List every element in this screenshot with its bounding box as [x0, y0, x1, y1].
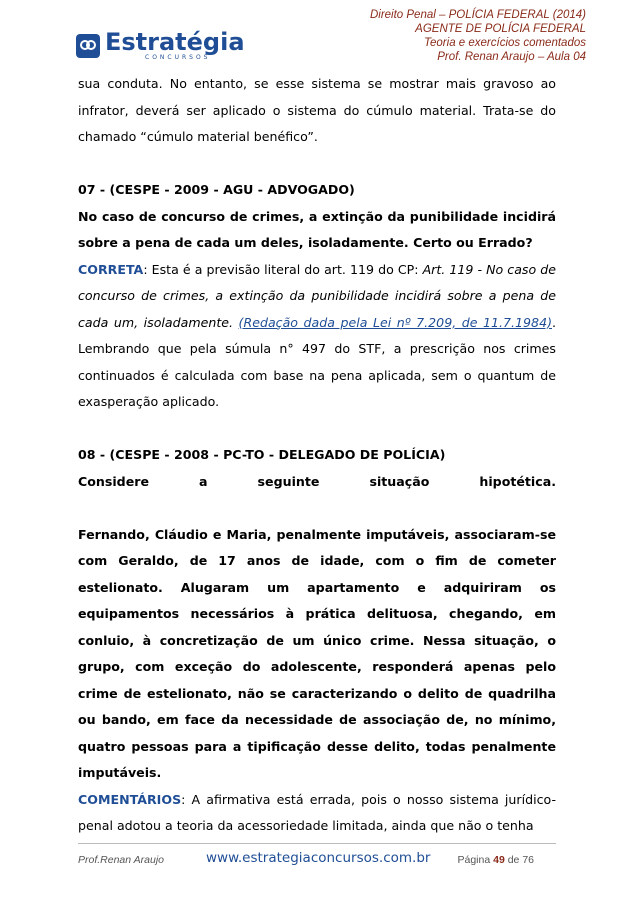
page-content	[78, 71, 556, 840]
page-header	[0, 0, 638, 70]
header-info	[370, 8, 586, 64]
page-footer	[78, 843, 556, 866]
footer-author: Prof.Renan Araujo	[78, 854, 164, 866]
law-link[interactable]: (Redação dada pela Lei nº 7.209, de 11.7.1984)	[238, 314, 552, 330]
question-08-comment	[78, 787, 556, 840]
comment-separator: :	[181, 791, 192, 807]
owl-logo-icon	[76, 34, 100, 58]
answer-separator: :	[143, 261, 152, 277]
header-professor: Prof. Renan Araujo – Aula 04	[437, 51, 586, 63]
header-course: Direito Penal – POLÍCIA FEDERAL (2014)	[369, 9, 586, 21]
question-08-intro: Considere a seguinte situação hipotética.	[78, 473, 556, 489]
page-total: 76	[522, 854, 534, 866]
question-07-answer	[78, 257, 556, 416]
page-prefix: Página	[457, 854, 494, 866]
question-08-statement: Fernando, Cláudio e Maria, penalmente imputáveis, associaram-se com Geraldo, de 17 anos de idade, com o fim de cometer estelionato. Alugaram um apartamento e adquiriram os equipamentos necessários à prática delituosa, chegando, em conluio, à concretização de um único crime. Nessa situação, o grupo, com exceção do adolescente, responderá apenas pelo crime de estelionato, não se caracterizando o delito de quadrilha ou bando, em face da necessidade de associação de, no mínimo, quatro pessoas para a tipificação desse delito, todas penalmente imputáveis.	[78, 526, 556, 780]
answer-label: CORRETA	[78, 261, 144, 277]
header-type: Teoria e exercícios comentados	[424, 37, 586, 49]
logo	[76, 30, 245, 61]
logo-subtitle: CONCURSOS	[145, 54, 211, 61]
question-08-heading: 08 - (CESPE - 2008 - PC-TO - DELEGADO DE POLÍCIA)	[78, 447, 446, 462]
page-number	[457, 854, 534, 866]
comment-label: COMENTÁRIOS	[78, 791, 182, 807]
intro-paragraph: sua conduta. No entanto, se esse sistema se mostrar mais gravoso ao infrator, deverá ser aplicado o sistema do cúmulo material. Trata-se do chamado “cúmulo material benéfico”.	[78, 76, 556, 144]
page-current: 49	[493, 854, 505, 866]
footer-website-link[interactable]: www.estrategiaconcursos.com.br	[206, 850, 431, 866]
answer-text: Esta é a previsão literal do art. 119 do CP:	[151, 261, 423, 277]
answer-dot: .	[552, 314, 557, 330]
comment-text: A afirmativa está errada, pois o nosso sistema jurídico-penal adotou a teoria da acessoriedade limitada, ainda que não o tenha	[78, 791, 556, 833]
header-position: AGENTE DE POLÍCIA FEDERAL	[415, 23, 586, 35]
question-07-statement: No caso de concurso de crimes, a extinção da punibilidade incidirá sobre a pena de cada um deles, isoladamente. Certo ou Errado?	[78, 208, 556, 250]
page-mid: de	[504, 854, 523, 866]
logo-name: Estratégia	[105, 28, 245, 56]
question-07-heading: 07 - (CESPE - 2009 - AGU - ADVOGADO)	[78, 182, 355, 197]
answer-rest: Lembrando que pela súmula n° 497 do STF, a prescrição nos crimes continuados é calculada com base na pena aplicada, sem o quantum de exasperação aplicado.	[78, 341, 556, 409]
answer-quote: Art. 119 - No caso de concurso de crimes, a extinção da punibilidade incidirá sobre a pena de cada um, isoladamente.	[78, 261, 557, 330]
